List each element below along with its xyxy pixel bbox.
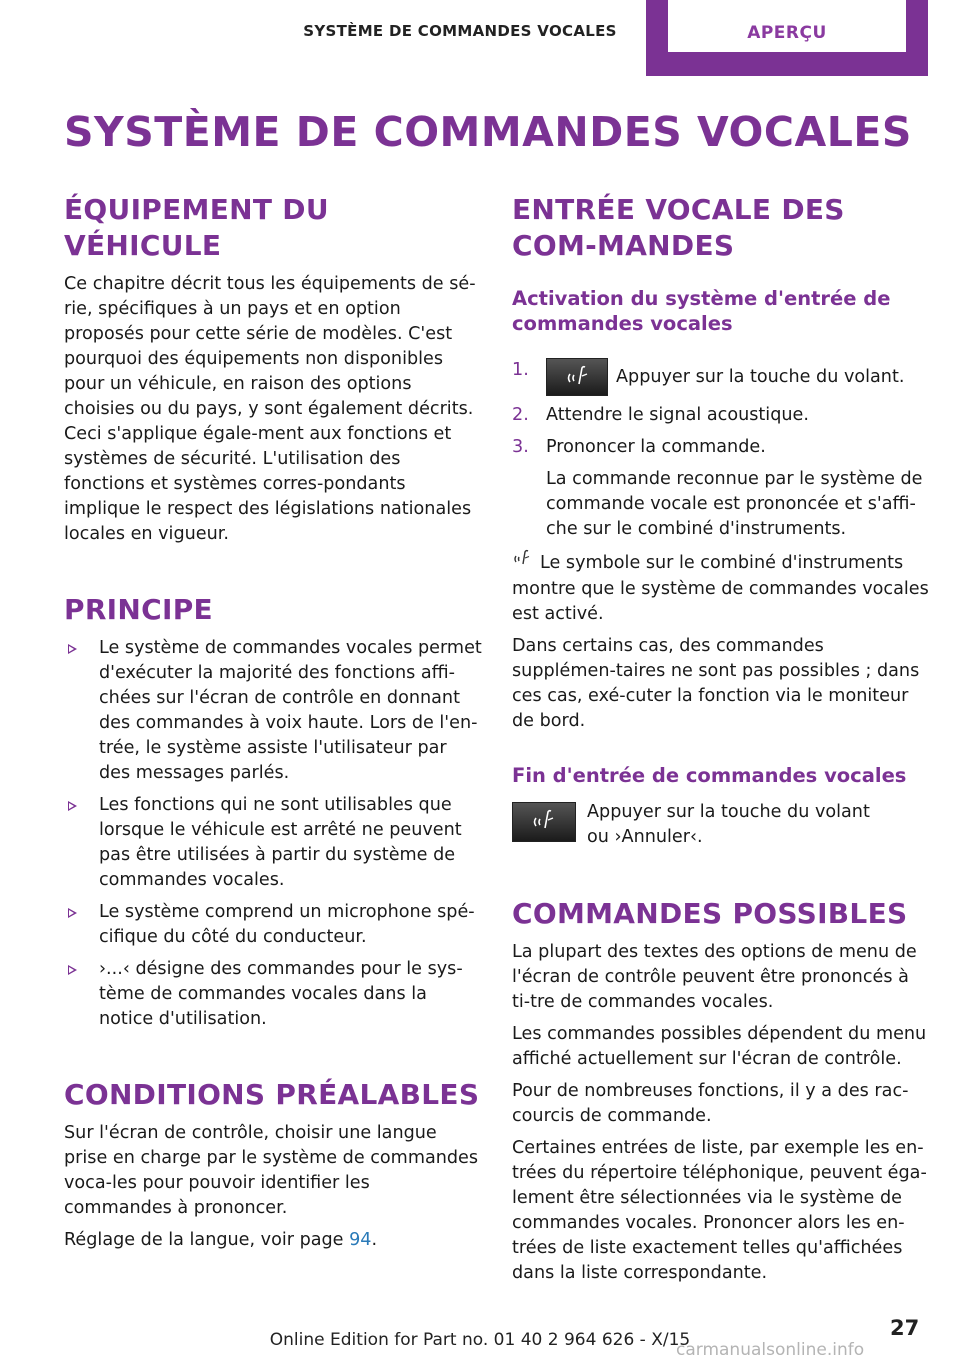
end-instructions: [512, 800, 930, 872]
list-item: Le système de commandes vocales permet d'exécuter la majorité des fonctions affi‐chées sur l'écran de contrôle en donnant des commandes à voix haute. Lors de l'en‐trée, le système assiste l'utilisateur par des messages parlés.: [64, 636, 482, 786]
activation-heading: Activation du système d'entrée de commandes vocales: [512, 287, 891, 335]
steering-voice-button-icon: [546, 358, 608, 396]
voice-command-symbol-icon: [512, 549, 534, 577]
bullet-triangle-icon: [68, 908, 77, 918]
end-text-line1: Appuyer sur la touche du volant: [587, 802, 870, 822]
possible-text-1: La plupart des textes des options de menu de l'écran de contrôle peuvent être prononcés à ti‐tre de commandes vocales.: [512, 942, 917, 1012]
symbol-text: Le symbole sur le combiné d'instruments montre que le système de commandes vocales est activé.: [512, 549, 930, 627]
extra-text: Dans certains cas, des commandes supplémen‐taires ne sont pas possibles ; dans ces cas, exé‐cuter la fonction via le moniteur de bord.: [512, 636, 920, 731]
possible-text-4: Certaines entrées de liste, par exemple les en‐trées du répertoire téléphonique, peuvent éga‐lement être sélectionnées via le système de commandes vocales. Prononcer alors les en‐trées de liste exactement telles qu'affichées dans la liste correspondante.: [512, 1138, 927, 1283]
activation-steps: [512, 358, 930, 542]
header-section-title: SYSTÈME DE COMMANDES VOCALES: [303, 22, 617, 40]
bullet-triangle-icon: [68, 644, 77, 654]
list-item: 1. Appuyer sur la touche du volant.: [512, 358, 930, 396]
left-column: [64, 192, 482, 1260]
list-item: Le système comprend un microphone spé‐cifique du côté du conducteur.: [64, 900, 482, 950]
equipment-heading: ÉQUIPEMENT DU VÉHICULE: [64, 193, 329, 262]
list-item: 2. Attendre le signal acoustique.: [512, 405, 809, 425]
bullet-triangle-icon: [68, 965, 77, 975]
possible-text-3: Pour de nombreuses fonctions, il y a des rac‐courcis de commande.: [512, 1081, 909, 1126]
bullet-triangle-icon: [68, 801, 77, 811]
language-setting-text: Réglage de la langue, voir page 94.: [64, 1230, 378, 1250]
header-tab: [646, 0, 928, 76]
list-item: 3. Prononcer la commande. La commande reconnue par le système de commande vocale est prononcée et s'affi‐che sur le combiné d'instruments.: [512, 435, 930, 542]
list-item: Les fonctions qui ne sont utilisables que lorsque le véhicule est arrêté ne peuvent pas être utilisées à partir du système de commandes vocales.: [64, 793, 482, 893]
prerequisites-heading: CONDITIONS PRÉALABLES: [64, 1078, 480, 1111]
list-item: ›...‹ désigne des commandes pour le sys‐tème de commandes vocales dans la notice d'utilisation.: [64, 957, 482, 1032]
footer-edition-text: Online Edition for Part no. 01 40 2 964 626 - X/15: [269, 1330, 691, 1350]
principle-heading: PRINCIPE: [64, 593, 213, 626]
page-title: SYSTÈME DE COMMANDES VOCALES: [64, 108, 912, 156]
possible-heading: COMMANDES POSSIBLES: [512, 897, 908, 930]
steering-voice-button-icon: [512, 802, 576, 842]
end-text-line2: ou ›Annuler‹.: [587, 827, 703, 847]
header-tab-label: APERÇU: [668, 0, 906, 52]
equipment-text: Ce chapitre décrit tous les équipements de sé‐rie, spécifiques à un pays et en option proposés pour cette série de modèles. C'est pourquoi des équipements non disponibles pour un véhicule, en raison des options choisies ou du pays, y sont également décrits. Ceci s'applique égale‐ment aux fonctions et systèmes de sécurité. L'utilisation des fonctions et systèmes corres‐pondants implique le respect des législations nationales locales en vigueur.: [64, 274, 476, 544]
step3-detail: La commande reconnue par le système de commande vocale est prononcée et s'affi‐che sur le combiné d'instruments.: [546, 469, 923, 539]
voice-entry-heading: ENTRÉE VOCALE DES COM‐MANDES: [512, 193, 845, 262]
page-link[interactable]: 94: [349, 1230, 372, 1250]
possible-text-2: Les commandes possibles dépendent du menu affiché actuellement sur l'écran de contrôle.: [512, 1024, 927, 1069]
watermark: carmanualsonline.info: [676, 1340, 865, 1360]
right-column: [512, 192, 930, 1293]
end-heading: Fin d'entrée de commandes vocales: [512, 764, 907, 787]
principle-list: [64, 636, 482, 1032]
page-number: 27: [890, 1316, 920, 1340]
prerequisites-text: Sur l'écran de contrôle, choisir une langue prise en charge par le système de commandes voca‐les pour pouvoir identifier les commandes à prononcer.: [64, 1123, 479, 1218]
